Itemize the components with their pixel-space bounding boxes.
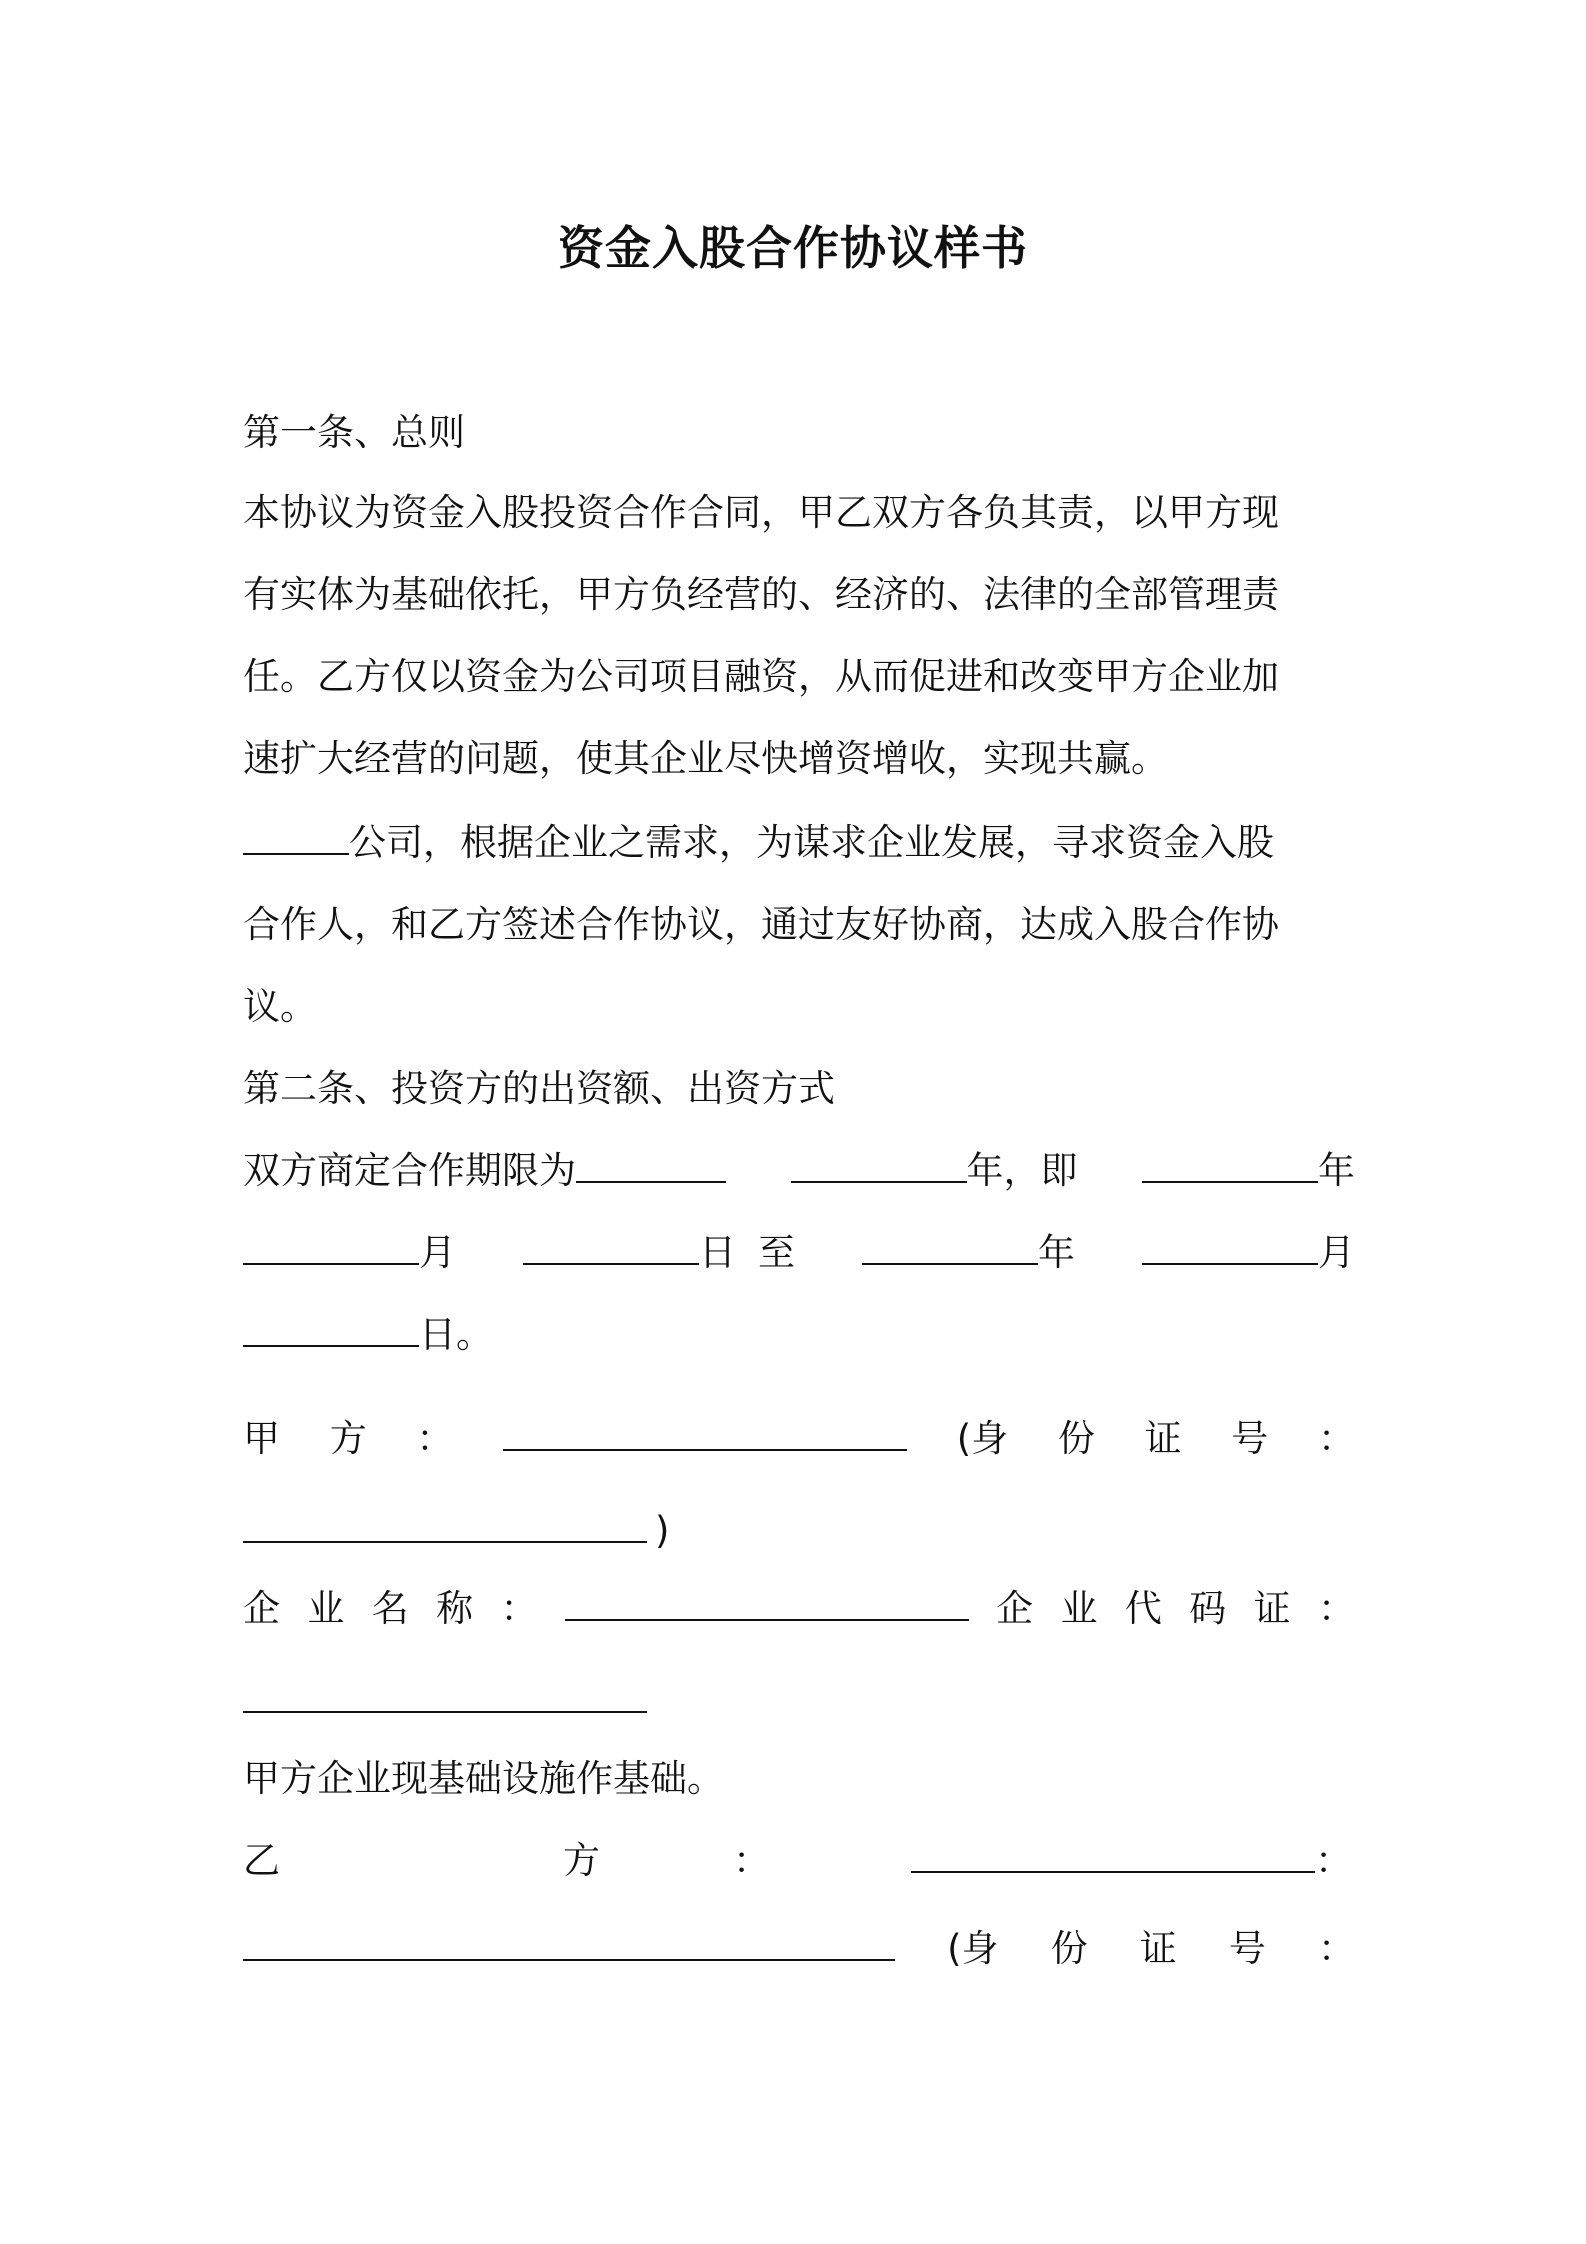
paragraph-line: 合作人，和乙方签述合作协议，通过友好协商，达成入股合作协: [243, 903, 1279, 946]
party-b-label-char: 乙: [243, 1839, 280, 1882]
id-label-char: 证: [1139, 1927, 1177, 1970]
party-a-id-line: ): [243, 1506, 1355, 1556]
term-start-month: 月: [243, 1228, 456, 1278]
paragraph-text: 公司，根据企业之需求，为谋求企业发展，寻求资金入股: [349, 821, 1274, 864]
term-blank[interactable]: [1142, 1147, 1318, 1183]
term-start-year-2: 年: [1142, 1146, 1355, 1196]
term-lead: 双方商定合作期限为: [243, 1146, 726, 1196]
id-label-char: 份: [1057, 1417, 1095, 1460]
id-label-char: (身: [956, 1417, 1009, 1460]
party-b-label-char: 方: [563, 1839, 600, 1882]
paragraph-line: 本协议为资金入股投资合作合同，甲乙双方各负其责，以甲方现: [243, 491, 1279, 534]
party-b-id-line: [243, 1924, 1355, 1974]
code-label-char: 码: [1189, 1587, 1227, 1630]
term-blank[interactable]: [1142, 1229, 1318, 1265]
article-1-heading: 第一条、总则: [243, 411, 465, 454]
article-2-heading: 第二条、投资方的出资额、出资方式: [243, 1067, 835, 1110]
code-label-char: ：: [1317, 1587, 1355, 1630]
term-blank[interactable]: [523, 1229, 699, 1265]
company-code-blank[interactable]: [243, 1677, 647, 1713]
id-label-char: 号: [1231, 1417, 1269, 1460]
term-blank[interactable]: [791, 1147, 967, 1183]
company-label-char: ：: [500, 1587, 538, 1630]
id-label-char: ：: [1317, 1417, 1355, 1460]
company-label-char: 名: [371, 1587, 409, 1630]
id-label-char: (身: [947, 1927, 999, 1970]
term-line-2: [243, 1228, 1355, 1278]
party-b-name-blank[interactable]: [911, 1837, 1315, 1873]
party-b-name-field: ：: [911, 1836, 1352, 1886]
party-a-name-blank[interactable]: [503, 1415, 907, 1451]
term-end-year: 年: [862, 1228, 1075, 1278]
company-name-blank[interactable]: [243, 819, 349, 855]
party-a-id-blank[interactable]: [243, 1507, 647, 1543]
company-code-line: [243, 1676, 1355, 1726]
party-a-label-char: 甲: [243, 1417, 280, 1460]
company-name-field-blank[interactable]: [565, 1585, 969, 1621]
paragraph-line: [243, 818, 1355, 868]
term-blank[interactable]: [576, 1147, 726, 1183]
term-end-month: 月: [1142, 1228, 1355, 1278]
company-label-char: 称: [436, 1587, 474, 1630]
paragraph-line: 速扩大经营的问题，使其企业尽快增资增收，实现共赢。: [243, 737, 1168, 780]
party-a-label-char: ：: [416, 1417, 454, 1460]
company-line: [243, 1584, 1355, 1634]
company-label-char: 企: [243, 1587, 280, 1630]
code-label-char: 业: [1060, 1587, 1098, 1630]
term-blank[interactable]: [243, 1229, 419, 1265]
code-label-char: 证: [1253, 1587, 1291, 1630]
paragraph-line: 任。乙方仅以资金为公司项目融资，从而促进和改变甲方企业加: [243, 655, 1279, 698]
id-label-char: 号: [1228, 1927, 1266, 1970]
paragraph-line: 议。: [243, 985, 317, 1028]
code-label-char: 代: [1124, 1587, 1162, 1630]
document-title: 资金入股合作协议样书: [558, 221, 1028, 275]
party-a-line: [243, 1414, 1355, 1464]
term-start-day: 日 至: [523, 1228, 795, 1278]
term-line-3: 日。: [243, 1310, 1355, 1360]
term-blank[interactable]: [243, 1311, 419, 1347]
id-label-char: 份: [1050, 1927, 1088, 1970]
party-b-label-char: ：: [733, 1839, 770, 1882]
term-start-year: 年，即: [791, 1146, 1078, 1196]
paragraph-line: 有实体为基础依托，甲方负经营的、经济的、法律的全部管理责: [243, 573, 1279, 616]
term-line-1: [243, 1146, 1355, 1196]
id-label-char: 证: [1144, 1417, 1182, 1460]
code-label-char: 企: [996, 1587, 1034, 1630]
id-label-char: ：: [1317, 1927, 1355, 1970]
party-a-basis-line: 甲方企业现基础设施作基础。: [243, 1757, 724, 1800]
term-blank[interactable]: [862, 1229, 1038, 1265]
company-label-char: 业: [307, 1587, 345, 1630]
party-a-label-char: 方: [329, 1417, 367, 1460]
party-b-extra-blank[interactable]: [243, 1925, 895, 1961]
